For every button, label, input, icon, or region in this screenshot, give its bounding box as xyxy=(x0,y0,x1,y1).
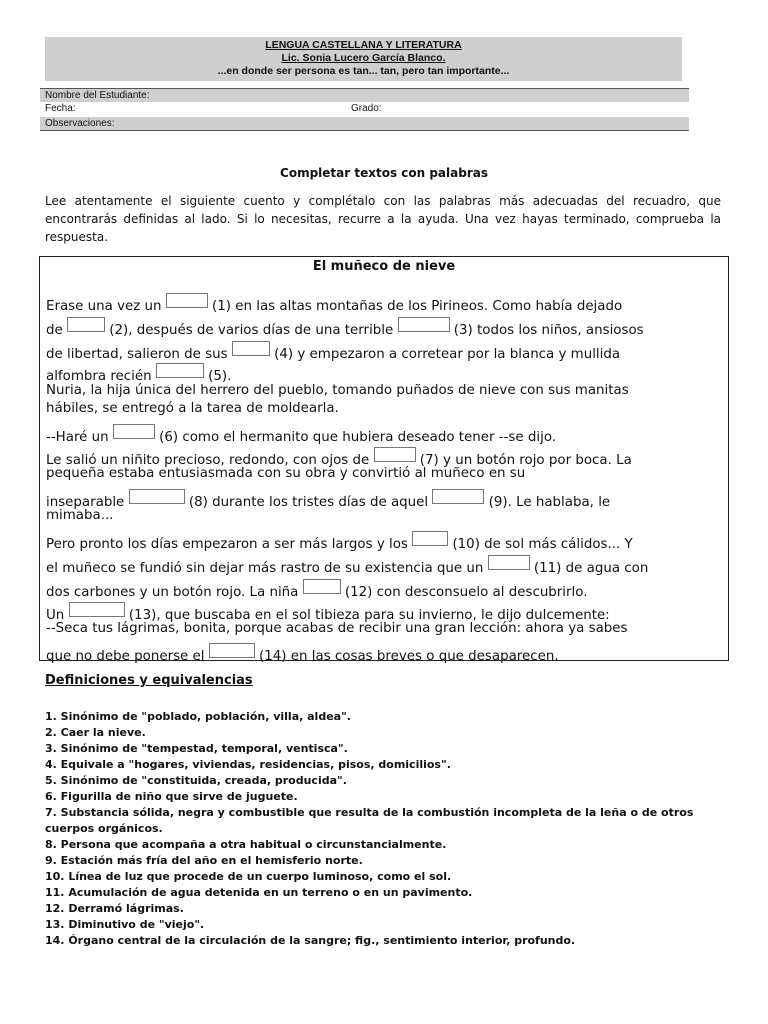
blank-8[interactable] xyxy=(129,489,185,504)
story-text: (4) y empezaron a corretear por la blanca y mullida xyxy=(274,347,621,362)
story-text: (12) con desconsuelo al descubrirlo. xyxy=(344,585,588,600)
story-line xyxy=(46,383,629,399)
story-text: (9). Le hablaba, le xyxy=(488,495,611,510)
blank-5[interactable] xyxy=(156,363,204,378)
blank-14[interactable] xyxy=(209,643,255,658)
story-text: (5). xyxy=(208,369,232,384)
definition-item: 14. Órgano central de la circulación de la sangre; fig., sentimiento interior, profundo. xyxy=(45,934,576,947)
story-text: de libertad, salieron de sus xyxy=(46,347,228,362)
story-line xyxy=(46,555,648,577)
blank-11[interactable] xyxy=(488,555,530,570)
definition-item: 5. Sinónimo de "constituida, creada, producida". xyxy=(45,774,347,787)
story-text: (1) en las altas montañas de los Pirineos. Como había dejado xyxy=(212,299,623,314)
definition-item: 13. Diminutivo de "viejo". xyxy=(45,918,205,931)
story-text: alfombra recién xyxy=(46,369,152,384)
story-text: Erase una vez un xyxy=(46,299,162,314)
definition-item: 2. Caer la nieve. xyxy=(45,726,146,739)
story-text: que no debe ponerse el xyxy=(46,649,205,664)
story-text: (11) de agua con xyxy=(533,561,649,576)
story-text: mimaba... xyxy=(46,508,114,523)
story-text: inseparable xyxy=(46,495,125,510)
blank-9[interactable] xyxy=(432,489,484,504)
story-line xyxy=(46,424,556,446)
blank-1[interactable] xyxy=(166,293,208,308)
definition-item: 10. Línea de luz que procede de un cuerpo luminoso, como el sol. xyxy=(45,870,452,883)
teacher-name: Lic. Sonia Lucero García Blanco. xyxy=(281,52,446,64)
story-line xyxy=(46,341,620,363)
school-motto: ...en donde ser persona es tan... tan, pero tan importante... xyxy=(217,65,510,77)
definition-item: 8. Persona que acompaña a otra habitual o circunstancialmente. xyxy=(45,838,447,851)
blank-12[interactable] xyxy=(303,579,341,594)
story-line xyxy=(46,293,622,315)
observations-row[interactable] xyxy=(40,117,689,131)
story-text: (14) en las cosas breves o que desaparecen. xyxy=(259,649,559,664)
story-text: (6) como el hermanito que hubiera deseado tener --se dijo. xyxy=(159,430,557,445)
exercise-instructions: Lee atentamente el siguiente cuento y complétalo con las palabras más adecuadas del recuadro, que encontrarás definidas al lado. Si lo necesitas, recurre a la ayuda. Una vez hayas terminado, comprueba la respuesta. xyxy=(45,194,721,244)
definition-item: 11. Acumulación de agua detenida en un terreno o en un pavimento. xyxy=(45,886,473,899)
story-text: Un xyxy=(46,608,65,623)
story-text: --Haré un xyxy=(46,430,109,445)
definition-item: 9. Estación más fría del año en el hemisferio norte. xyxy=(45,854,363,867)
date-label: Fecha: xyxy=(45,103,76,114)
definition-item: 6. Figurilla de niño que sirve de juguete. xyxy=(45,790,298,803)
story-line xyxy=(46,466,525,482)
story-text: de xyxy=(46,323,63,338)
observations-label: Observaciones: xyxy=(45,118,115,129)
story-text: --Seca tus lágrimas, bonita, porque acabas de recibir una gran lección: ahora ya sabes xyxy=(46,621,628,636)
story-text: dos carbones y un botón rojo. La niña xyxy=(46,585,299,600)
story-line xyxy=(46,508,114,524)
document-header xyxy=(45,37,682,81)
story-line xyxy=(46,579,587,601)
story-text: (13), que buscaba en el sol tibieza para su invierno, le dijo dulcemente: xyxy=(128,608,610,623)
story-text: el muñeco se fundió sin dejar más rastro de su existencia que un xyxy=(46,561,484,576)
blank-2[interactable] xyxy=(67,317,105,332)
story-line xyxy=(46,363,231,385)
blank-3[interactable] xyxy=(398,317,450,332)
story-text: (2), después de varios días de una terrible xyxy=(109,323,394,338)
blank-4[interactable] xyxy=(232,341,270,356)
story-line xyxy=(46,643,559,665)
story-text: Le salió un niñito precioso, redondo, con ojos de xyxy=(46,453,370,468)
story-text: Nuria, la hija única del herrero del pueblo, tomando puñados de nieve con sus manitas xyxy=(46,383,629,398)
story-box xyxy=(39,256,729,664)
blank-10[interactable] xyxy=(412,531,448,546)
date-grade-row[interactable] xyxy=(40,102,689,116)
blank-6[interactable] xyxy=(113,424,155,439)
definitions-heading: Definiciones y equivalencias xyxy=(45,673,253,688)
blank-13[interactable] xyxy=(69,602,125,617)
story-line xyxy=(46,401,339,417)
subject-title: LENGUA CASTELLANA Y LITERATURA xyxy=(265,39,462,51)
student-name-label: Nombre del Estudiante: xyxy=(45,90,150,101)
story-text: pequeña estaba entusiasmada con su obra y convirtió al muñeco en su xyxy=(46,466,526,481)
blank-7[interactable] xyxy=(374,447,416,462)
definitions-list xyxy=(45,709,725,949)
exercise-title: Completar textos con palabras xyxy=(280,166,488,180)
story-text: (7) y un botón rojo por boca. La xyxy=(419,453,632,468)
definition-item: 7. Substancia sólida, negra y combustible que resulta de la combustión incompleta de la leña o de otros cuerpos orgánicos. xyxy=(45,806,694,835)
grade-label: Grado: xyxy=(351,103,382,114)
story-line xyxy=(46,317,644,339)
definition-item: 3. Sinónimo de "tempestad, temporal, ventisca". xyxy=(45,742,348,755)
story-title: El muñeco de nieve xyxy=(312,259,456,274)
story-line xyxy=(46,621,628,637)
story-text: (10) de sol más cálidos... Y xyxy=(452,537,633,552)
story-text: hábiles, se entregó a la tarea de moldearla. xyxy=(46,401,339,416)
story-line xyxy=(46,489,610,511)
story-text: (3) todos los niños, ansiosos xyxy=(453,323,644,338)
definition-item: 12. Derramó lágrimas. xyxy=(45,902,184,915)
student-name-row[interactable] xyxy=(40,88,689,102)
story-text: Pero pronto los días empezaron a ser más largos y los xyxy=(46,537,408,552)
definition-item: 1. Sinónimo de "poblado, población, villa, aldea". xyxy=(45,710,351,723)
story-text: (8) durante los tristes días de aquel xyxy=(188,495,429,510)
story-line xyxy=(46,531,633,553)
definition-item: 4. Equivale a "hogares, viviendas, residencias, pisos, domicilios". xyxy=(45,758,451,771)
